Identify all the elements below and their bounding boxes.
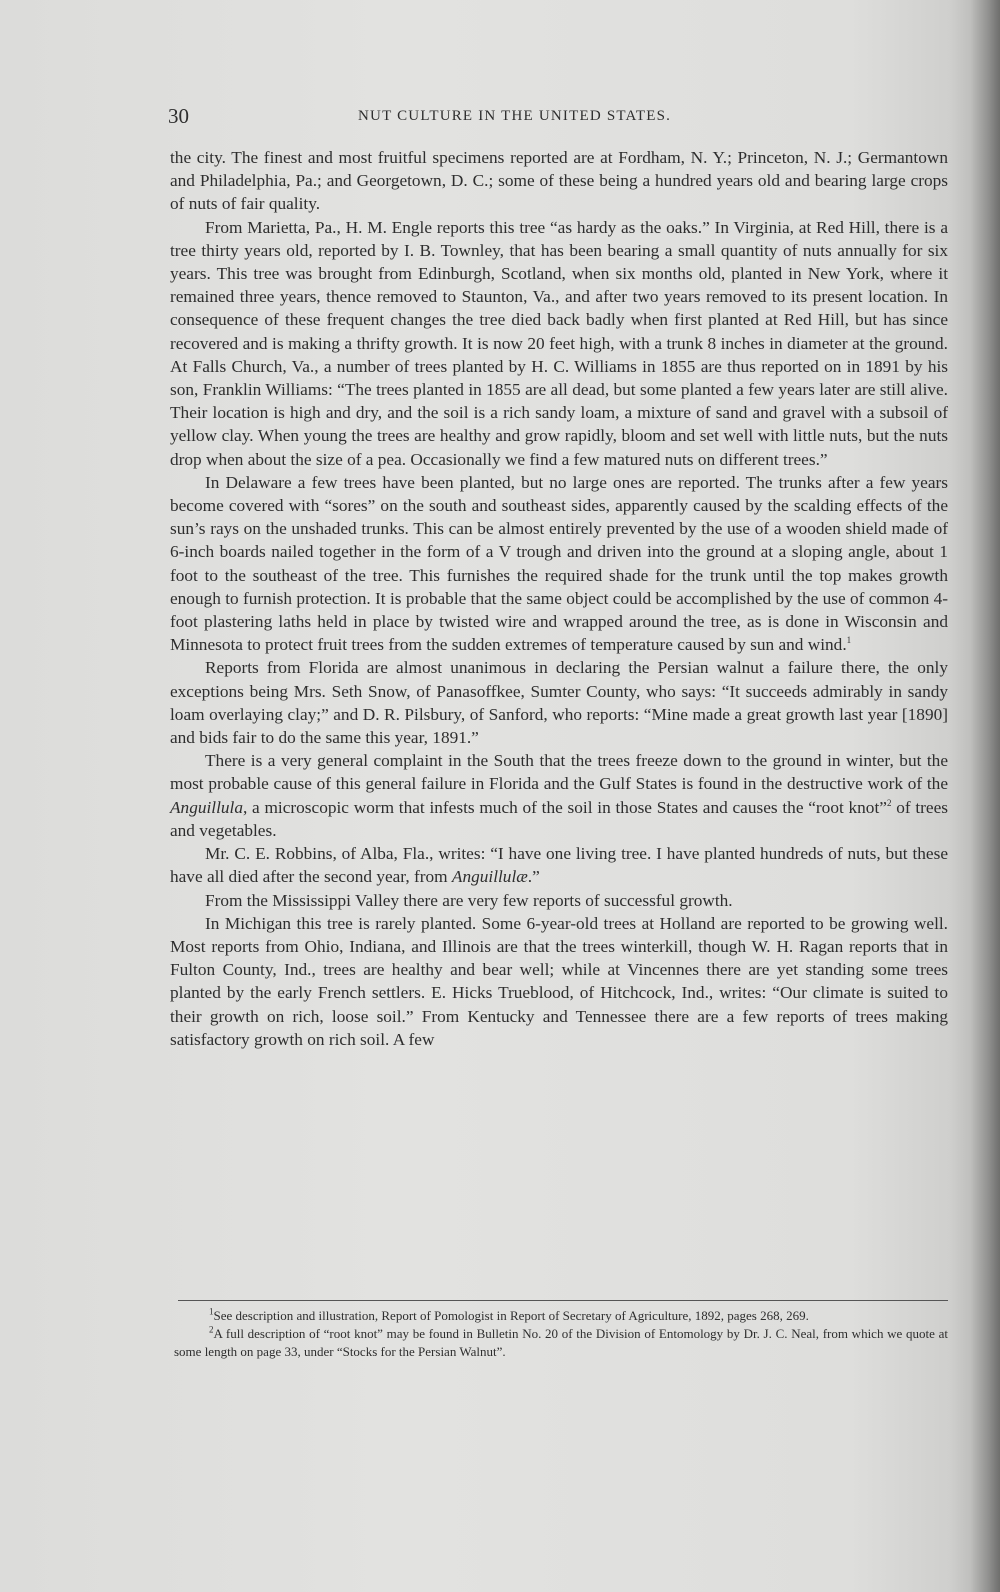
page-header <box>168 104 938 130</box>
paragraph-6-italic: Anguillulæ <box>451 867 528 887</box>
footnote-1-text: See description and illustration, Report of Pomologist in Report of Secretary of Agriculture, 1892, pages 268, 269. <box>213 1308 809 1323</box>
body-text <box>170 146 948 1051</box>
footnote-2-mark: 2 <box>209 1324 214 1335</box>
page-spine-shadow <box>970 0 1000 1592</box>
footnote-divider <box>178 1300 948 1301</box>
paragraph-3-text: In Delaware a few trees have been planted, but no large ones are reported. The trunks after a few years become covered with “sores” on the south and southeast sides, apparently caused by the scalding effects of the sun’s rays on the unshaded trunks. This can be almost entirely prevented by the use of a wooden shield made of 6-inch boards nailed together in the form of a V trough and driven into the ground at a sloping angle, about 1 foot to the southeast of the tree. This furnishes the required shade for the trunk until the top makes growth enough to furnish protection. It is probable that the same object could be accomplished by the use of common 4-foot plastering laths held in place by twisted wire and wrapped around the tree, as is done in Wisconsin and Minnesota to protect fruit trees from the sudden extremes of temperature caused by sun and wind. <box>170 472 948 655</box>
paragraph-5-text-b: , a microscopic worm that infests much of the soil in those States and causes the “root knot” <box>242 797 887 817</box>
footnote-2-text: A full description of “root knot” may be found in Bulletin No. 20 of the Division of Entomology by Dr. J. C. Neal, from which we quote at some length on page 33, under “Stocks for the Persian Walnut”. <box>174 1325 948 1359</box>
paragraph-6 <box>170 842 948 888</box>
paragraph-3 <box>170 471 948 657</box>
footnote-1-mark: 1 <box>209 1306 214 1317</box>
paragraph-6-text-a: Mr. C. E. Robbins, of Alba, Fla., writes: “I have one living tree. I have planted hundreds of nuts, but these have all died after the second year, from <box>170 844 948 887</box>
paragraph-1: the city. The finest and most fruitful specimens reported are at Fordham, N. Y.; Princeton, N. J.; Germantown and Philadelphia, Pa.; and Georgetown, D. C.; some of these being a hundred years old and bearing large crops of nuts of fair quality. <box>170 148 948 214</box>
running-title: NUT CULTURE IN THE UNITED STATES. <box>358 108 672 124</box>
paragraph-5-text-c: of trees and vegetables. <box>170 797 948 840</box>
footnote-ref-1: 1 <box>846 635 852 646</box>
paragraph-5-italic: Anguillula <box>170 797 243 817</box>
paragraph-2: From Marietta, Pa., H. M. Engle reports this tree “as hardy as the oaks.” In Virginia, at Red Hill, there is a tree thirty years old, reported by I. B. Townley, that has been bearing a small quantity of nuts annually for six years. This tree was brought from Edinburgh, Scotland, when six months old, planted in New York, where it remained three years, thence removed to Staunton, Va., and after two years removed to its present location. In consequence of these frequent changes the tree died back badly when first planted at Red Hill, but has since recovered and is making a thrifty growth. It is now 20 feet high, with a trunk 8 inches in diameter at the ground. At Falls Church, Va., a number of trees planted by H. C. Williams in 1855 are thus reported on in 1891 by his son, Franklin Williams: “The trees planted in 1855 are all dead, but some planted a few years later are still alive. Their location is high and dry, and the soil is a rich sandy loam, a mixture of sand and gravel with a subsoil of yellow clay. When young the trees are healthy and grow rapidly, bloom and set well with little nuts, but the nuts drop when about the size of a pea. Occasionally we find a few matured nuts on different trees.” <box>170 217 948 469</box>
paragraph-4: Reports from Florida are almost unanimous in declaring the Persian walnut a failure there, the only exceptions being Mrs. Seth Snow, of Panasoffkee, Sumter County, who says: “It succeeds admirably in sandy loam overlaying clay;” and D. R. Pilsbury, of Sanford, who reports: “Mine made a great growth last year [1890] and bids fair to do the same this year, 1891.” <box>170 658 948 748</box>
footnote-2 <box>174 1325 948 1361</box>
page-number: 30 <box>168 104 189 128</box>
footnote-ref-2: 2 <box>886 797 892 808</box>
paragraph-5 <box>170 749 948 842</box>
paragraph-7: From the Mississippi Valley there are very few reports of successful growth. <box>205 890 733 910</box>
paragraph-5-text-a: There is a very general complaint in the South that the trees freeze down to the ground in winter, but the most probable cause of this general failure in Florida and the Gulf States is found in the destructive work of the <box>170 751 948 794</box>
paragraph-8: In Michigan this tree is rarely planted. Some 6-year-old trees at Holland are reported to be growing well. Most reports from Ohio, Indiana, and Illinois are that the trees winterkill, though W. H. Ragan reports that in Fulton County, Ind., trees are healthy and bear well; while at Vincennes there are yet standing some trees planted by the early French settlers. E. Hicks Trueblood, of Hitchcock, Ind., writes: “Our climate is suited to their growth on rich, loose soil.” From Kentucky and Tennessee there are a few reports of trees making satisfactory growth on rich soil. A few <box>170 913 948 1049</box>
footnotes <box>174 1307 948 1360</box>
paragraph-6-text-b: .” <box>527 867 540 887</box>
footnote-1 <box>174 1307 948 1325</box>
